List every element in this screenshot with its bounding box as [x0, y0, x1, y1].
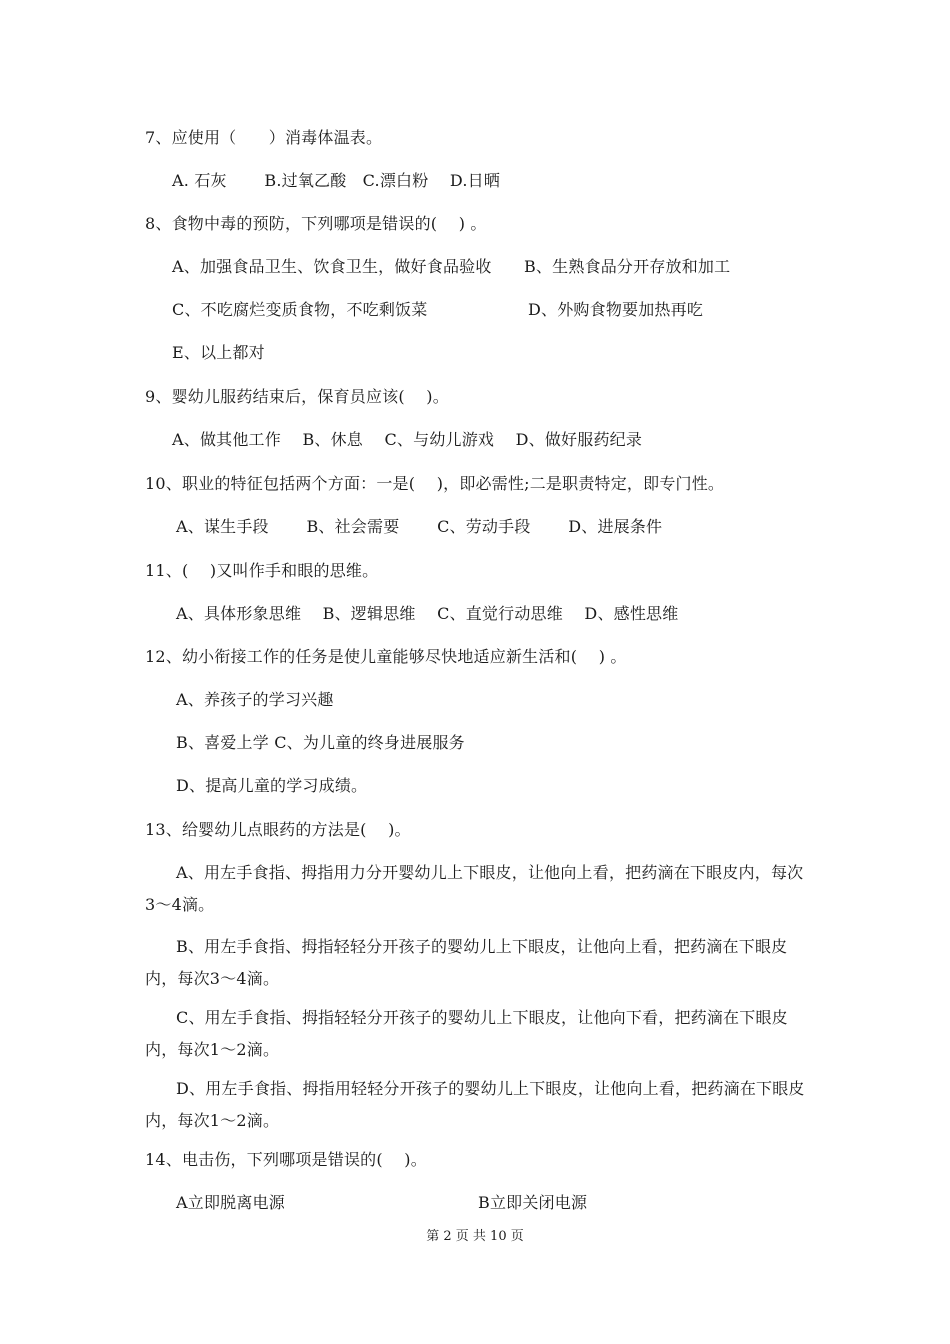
- question-11-stem: 11、( )又叫作手和眼的思维。: [145, 561, 379, 580]
- question-9-stem: 9、婴幼儿服药结束后，保育员应该( )。: [145, 387, 449, 406]
- question-8-option-d: D、外购食物要加热再吃: [528, 300, 704, 319]
- question-13-option-d: D、用左手食指、拇指用轻轻分开孩子的婴幼儿上下眼皮，让他向上看，把药滴在下眼皮内，每次1～2滴。: [145, 1079, 805, 1130]
- question-12-stem: 12、幼小衔接工作的任务是使儿童能够尽快地适应新生活和( ) 。: [145, 647, 627, 666]
- question-8-option-e: E、以上都对: [172, 343, 265, 362]
- question-10-options: A、谋生手段 B、社会需要 C、劳动手段 D、进展条件: [176, 517, 663, 536]
- question-13-option-b: B、用左手食指、拇指轻轻分开孩子的婴幼儿上下眼皮，让他向上看，把药滴在下眼皮内，每次3～4滴。: [145, 937, 788, 988]
- question-8-stem: 8、食物中毒的预防，下列哪项是错误的( ) 。: [145, 214, 487, 233]
- question-14-stem: 14、电击伤，下列哪项是错误的( )。: [145, 1150, 427, 1169]
- question-13-stem: 13、给婴幼儿点眼药的方法是( )。: [145, 820, 411, 839]
- question-12-option-d: D、提高儿童的学习成绩。: [176, 776, 368, 795]
- question-7-options: A. 石灰 B.过氧乙酸 C.漂白粉 D.日晒: [172, 171, 501, 190]
- question-14-option-b: B立即关闭电源: [478, 1193, 588, 1212]
- question-13-option-c: C、用左手食指、拇指轻轻分开孩子的婴幼儿上下眼皮，让他向下看，把药滴在下眼皮内，每次1～2滴。: [145, 1008, 788, 1059]
- question-9-options: A、做其他工作 B、休息 C、与幼儿游戏 D、做好服药纪录: [172, 430, 643, 449]
- question-13-option-a: A、用左手食指、拇指用力分开婴幼儿上下眼皮，让他向上看，把药滴在下眼皮内，每次3～4滴。: [145, 863, 804, 914]
- question-8-option-c: C、不吃腐烂变质食物，不吃剩饭菜: [172, 300, 428, 319]
- question-7-stem: 7、应使用（ ）消毒体温表。: [145, 128, 383, 147]
- question-8-options-ab: A、加强食品卫生、饮食卫生，做好食品验收 B、生熟食品分开存放和加工: [172, 257, 731, 276]
- page-footer: 第 2 页 共 10 页: [426, 1229, 524, 1244]
- question-14-option-a: A立即脱离电源: [176, 1193, 285, 1212]
- question-12-option-a: A、养孩子的学习兴趣: [176, 690, 334, 709]
- question-11-options: A、具体形象思维 B、逻辑思维 C、直觉行动思维 D、感性思维: [176, 604, 679, 623]
- question-10-stem: 10、职业的特征包括两个方面：一是( )，即必需性;二是职责特定，即专门性。: [145, 474, 725, 493]
- question-12-option-bc: B、喜爱上学 C、为儿童的终身进展服务: [176, 733, 465, 752]
